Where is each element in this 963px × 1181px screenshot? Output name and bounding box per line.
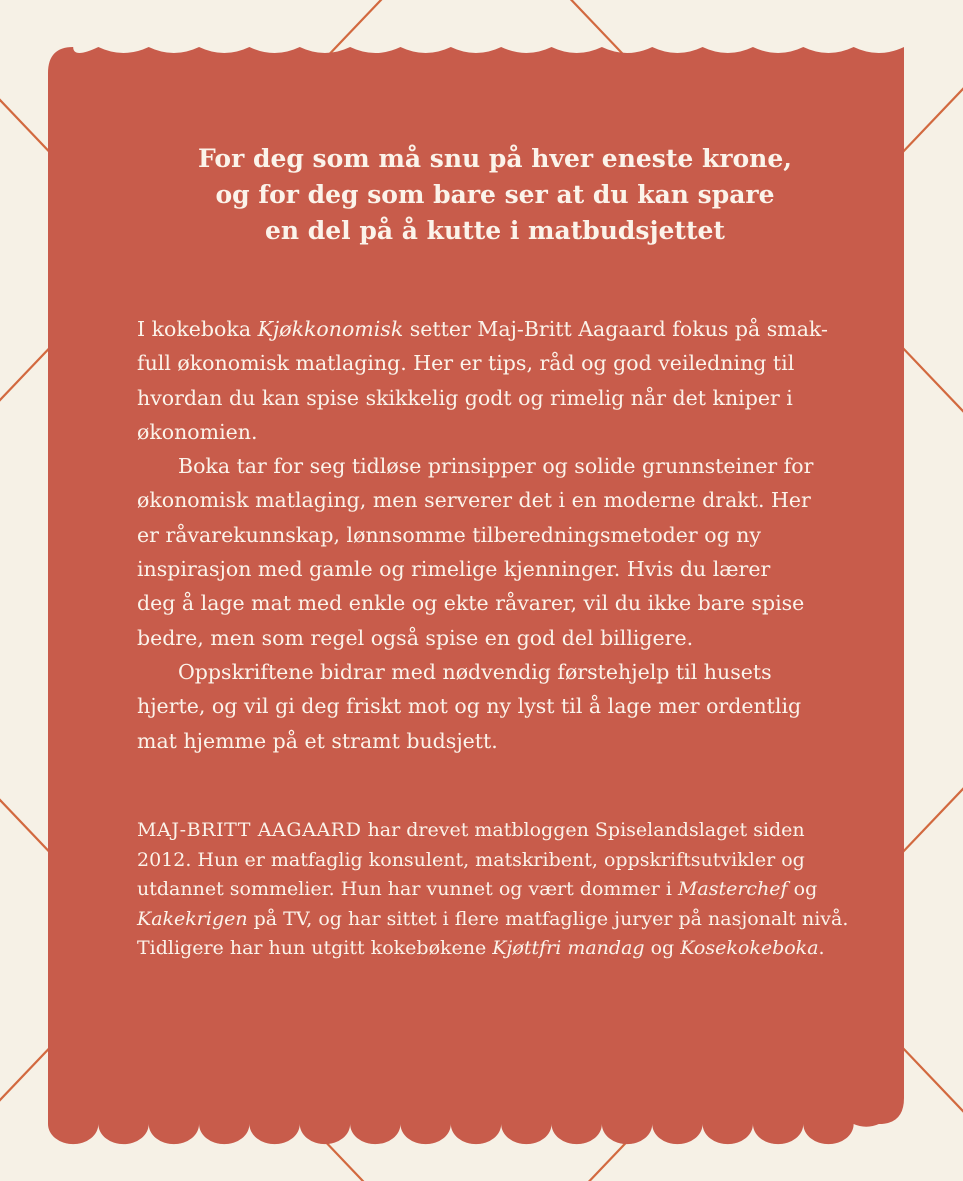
book-title-kjokkonomisk: Kjøkkonomisk [257,317,404,341]
description-line: Boka tar for seg tidløse prinsipper og solide grunnsteiner for [178,454,814,479]
description-line: økonomien. [137,419,258,444]
description-line: er råvarekunnskap, lønnsomme tilberedningsmetoder og ny [137,522,761,547]
bio-line: 2012. Hun er matfaglig konsulent, matskribent, oppskriftsutvikler og [137,848,805,871]
bio-line: MAJ-BRITT AAGAARD har drevet matbloggen Spiselandslaget siden [137,819,805,841]
headline-line: og for deg som bare ser at du kan spare [215,180,775,209]
description-line: Oppskriftene bidrar med nødvendig førstehjelp til husets [178,659,772,684]
book-description [137,312,837,758]
description-line: hvordan du kan spise skikkelig godt og rimelig når det kniper i [137,385,793,410]
bio-line: Tidligere har hun utgitt kokebøkene Kjøttfri mandag og Kosekokeboka. [137,937,825,959]
author-name: MAJ-BRITT AAGAARD [137,819,362,841]
description-line: I kokeboka Kjøkkonomisk setter Maj-Britt Aagaard fokus på smak- [137,317,828,341]
description-line: økonomisk matlaging, men serverer det i en moderne drakt. Her [137,488,811,513]
author-bio [137,816,849,964]
show-title-kakekrigen: Kakekrigen [137,907,248,930]
headline-line: For deg som må snu på hver eneste krone, [198,144,792,173]
description-line: bedre, men som regel også spise en god del billigere. [137,625,694,650]
description-line: deg å lage mat med enkle og ekte råvarer, vil du ikke bare spise [137,591,805,616]
description-line: hjerte, og vil gi deg friskt mot og ny lyst til å lage mer ordentlig [137,694,802,719]
description-line: full økonomisk matlaging. Her er tips, råd og god veiledning til [137,351,795,376]
headline-line: en del på å kutte i matbudsjettet [265,216,725,245]
book-title-kosekokeboka: Kosekokeboka [680,937,819,959]
headline [150,141,840,249]
description-line: inspirasjon med gamle og rimelige kjenninger. Hvis du lærer [137,557,771,582]
description-line: mat hjemme på et stramt budsjett. [137,728,498,753]
show-title-masterchef: Masterchef [677,878,788,900]
bio-line: Kakekrigen på TV, og har sittet i flere matfaglige juryer på nasjonalt nivå. [137,907,849,930]
book-title-kjottfri-mandag: Kjøttfri mandag [492,937,645,959]
bio-line: utdannet sommelier. Hun har vunnet og vært dommer i Masterchef og [137,878,818,900]
